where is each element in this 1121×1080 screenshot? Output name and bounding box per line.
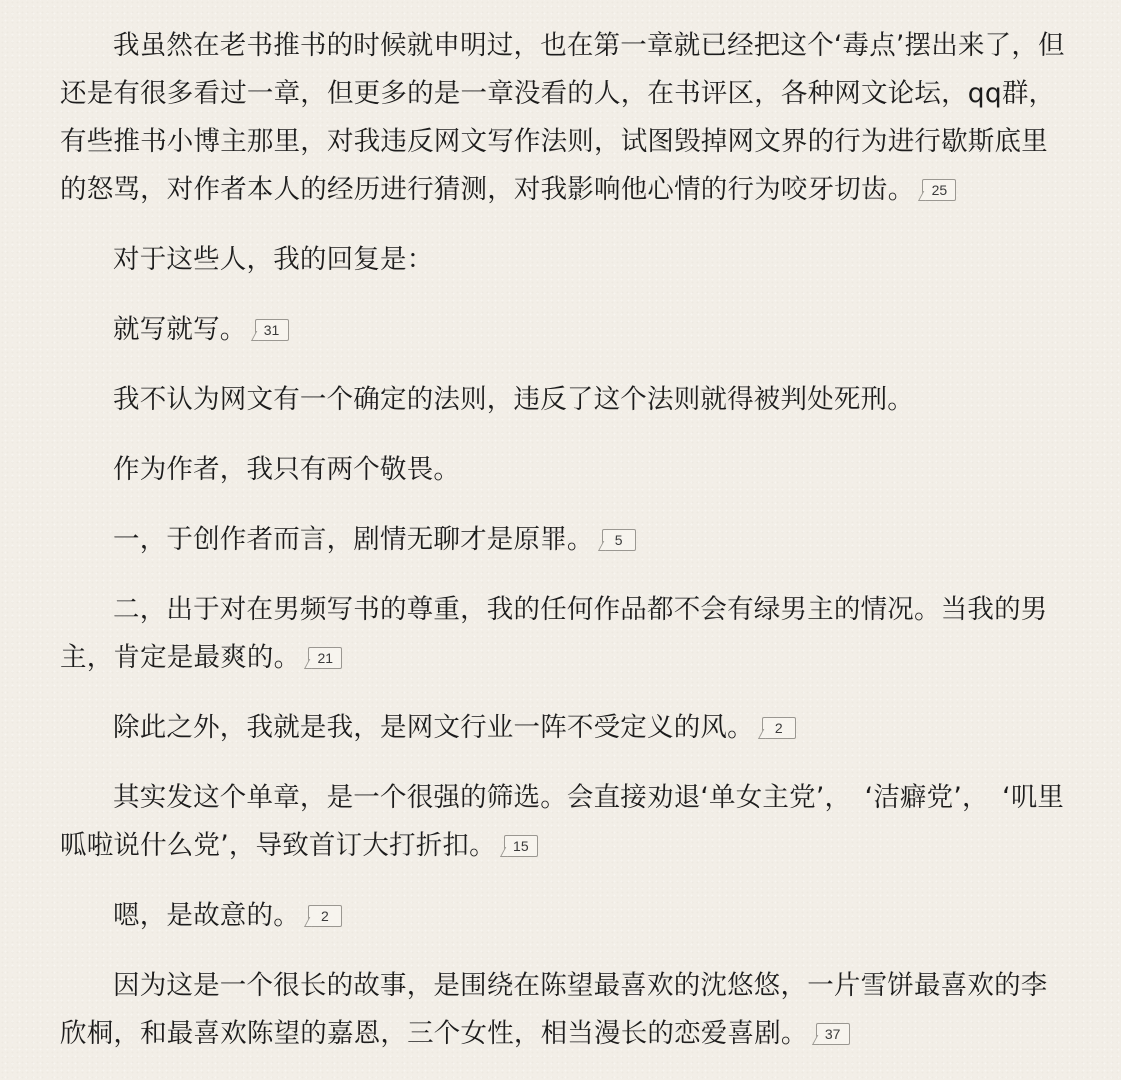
paragraph-7 (60, 586, 1072, 682)
paragraph-6 (60, 516, 1072, 564)
paragraph-1 (60, 22, 1072, 214)
paragraph-4 (60, 376, 1072, 424)
paragraph-text: 我虽然在老书推书的时候就申明过，也在第一章就已经把这个‘毒点’摆出来了，但还是有很多看过一章，但更多的是一章没看的人，在书评区，各种网文论坛，qq群，有些推书小博主那里，对我违反网文写作法则，试图毁掉网文界的行为进行歇斯底里的怒骂，对作者本人的经历进行猜测，对我影响他心情的行为咬牙切齿。 (60, 30, 1065, 205)
paragraph-text: 其实发这个单章，是一个很强的筛选。会直接劝退‘单女主党’， ‘洁癖党’， ‘叽里呱啦说什么党’，导致首订大打折扣。 (60, 782, 1065, 861)
paragraph-text: 就写就写。 (113, 314, 247, 345)
paragraph-2 (60, 236, 1072, 284)
paragraph-text: 一，于创作者而言，剧情无聊才是原罪。 (113, 524, 594, 555)
paragraph-text: 我不认为网文有一个确定的法则，违反了这个法则就得被判处死刑。 (113, 384, 914, 415)
paragraph-9 (60, 774, 1072, 870)
paragraph-text: 除此之外，我就是我，是网文行业一阵不受定义的风。 (113, 712, 754, 743)
chapter-content (60, 22, 1072, 1080)
paragraph-comment-badge[interactable]: 2 (308, 905, 342, 927)
paragraph-comment-badge[interactable]: 5 (602, 529, 636, 551)
paragraph-5 (60, 446, 1072, 494)
paragraph-comment-badge[interactable]: 37 (816, 1023, 850, 1045)
paragraph-11 (60, 962, 1072, 1058)
paragraph-text: 二，出于对在男频写书的尊重，我的任何作品都不会有绿男主的情况。当我的男主，肯定是最爽的。 (60, 594, 1048, 673)
paragraph-text: 嗯，是故意的。 (113, 900, 300, 931)
paragraph-8 (60, 704, 1072, 752)
paragraph-comment-badge[interactable]: 2 (762, 717, 796, 739)
paragraph-comment-badge[interactable]: 25 (922, 179, 956, 201)
paragraph-comment-badge[interactable]: 31 (255, 319, 289, 341)
paragraph-10 (60, 892, 1072, 940)
paragraph-text: 对于这些人，我的回复是： (113, 244, 434, 275)
paragraph-3 (60, 306, 1072, 354)
paragraph-text: 作为作者，我只有两个敬畏。 (113, 454, 461, 485)
paragraph-comment-badge[interactable]: 15 (504, 835, 538, 857)
paragraph-text: 因为这是一个很长的故事，是围绕在陈望最喜欢的沈悠悠，一片雪饼最喜欢的李欣桐，和最喜欢陈望的嘉恩，三个女性，相当漫长的恋爱喜剧。 (60, 970, 1048, 1049)
paragraph-comment-badge[interactable]: 21 (308, 647, 342, 669)
